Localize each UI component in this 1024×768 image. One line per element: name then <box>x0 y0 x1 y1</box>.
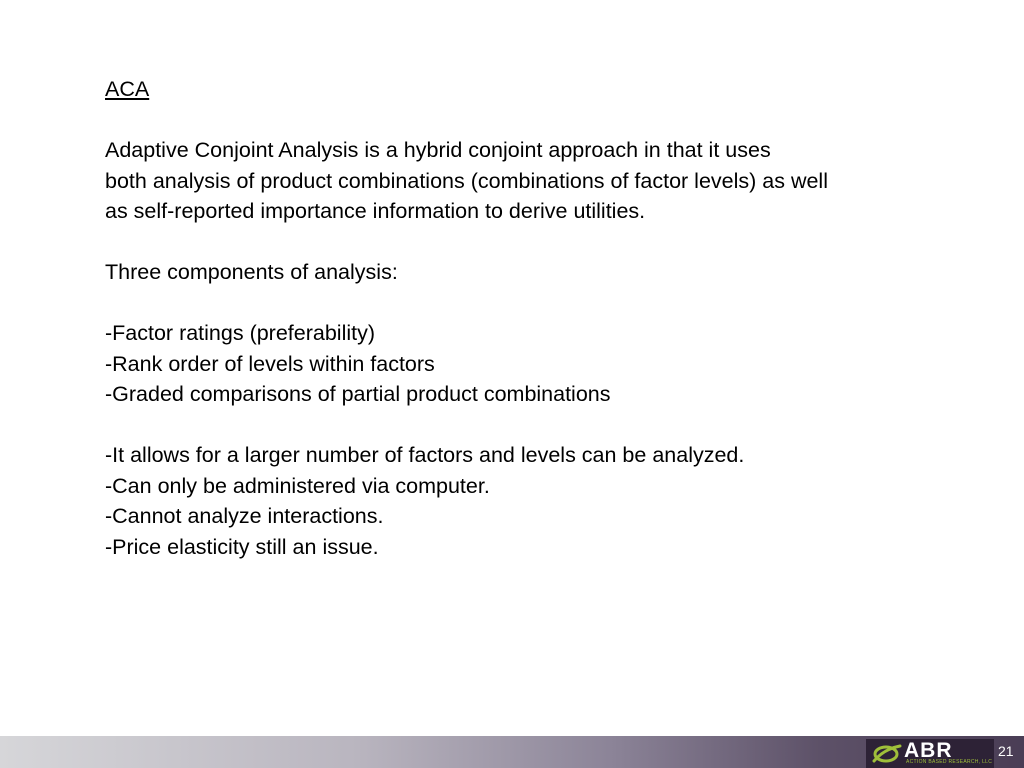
note-item: -Can only be administered via computer. <box>105 473 490 498</box>
spacer <box>105 410 985 441</box>
spacer <box>105 105 985 136</box>
spacer <box>105 227 985 258</box>
note-item: -Price elasticity still an issue. <box>105 534 379 559</box>
logo-subtext: ACTION BASED RESEARCH, LLC <box>906 759 993 765</box>
note-item: -It allows for a larger number of factors and levels can be analyzed. <box>105 443 745 467</box>
slide-content <box>105 74 985 562</box>
page-number: 21 <box>998 743 1014 759</box>
logo-text: ABR <box>904 738 953 762</box>
paragraph-line: both analysis of product combinations (combinations of factor levels) as well <box>105 168 828 193</box>
component-item: -Rank order of levels within factors <box>105 351 435 376</box>
paragraph-line: Adaptive Conjoint Analysis is a hybrid conjoint approach in that it uses <box>105 138 771 162</box>
spacer <box>105 288 985 319</box>
components-title: Three components of analysis: <box>105 260 398 284</box>
logo-swoosh-icon <box>872 743 902 765</box>
component-item: -Factor ratings (preferability) <box>105 321 376 345</box>
slide-heading: ACA <box>105 77 150 101</box>
paragraph-line: as self-reported importance information to derive utilities. <box>105 199 646 223</box>
component-item: -Graded comparisons of partial product combinations <box>105 382 611 406</box>
note-item: -Cannot analyze interactions. <box>105 504 384 528</box>
